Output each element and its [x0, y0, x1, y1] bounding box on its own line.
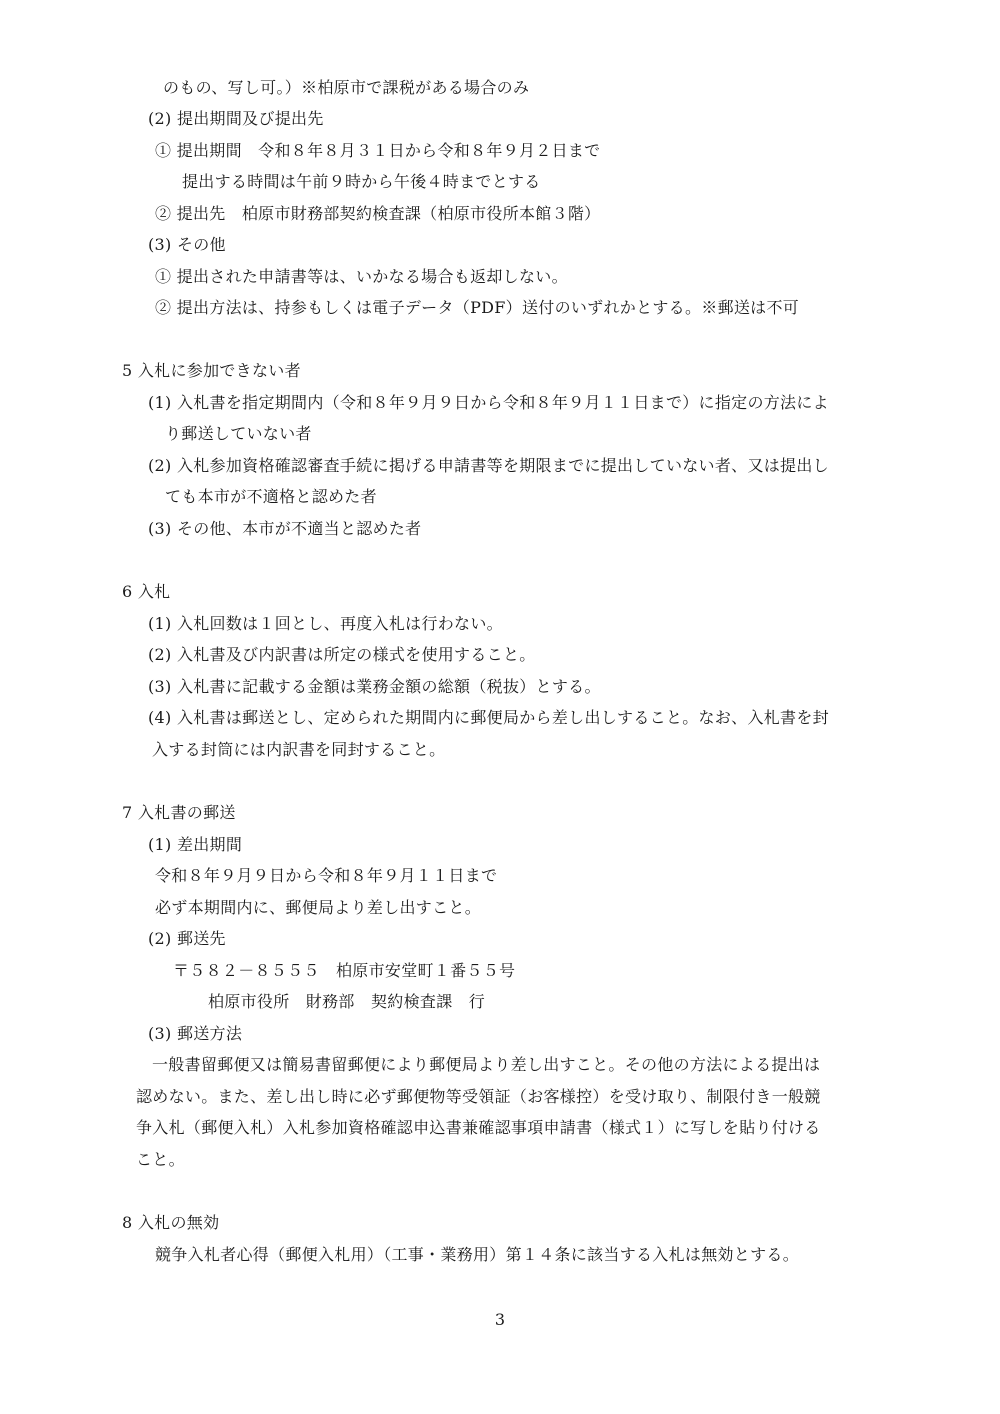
text-line: 6 入札: [122, 582, 171, 601]
text-line: (2) 入札参加資格確認審査手続に掲げる申請書等を期限までに提出していない者、又は提出し: [148, 456, 829, 475]
text-line: 〒５８２－８５５５ 柏原市安堂町１番５５号: [173, 961, 516, 980]
text-line: ① 提出された申請書等は、いかなる場合も返却しない。: [155, 267, 568, 286]
page-number: 3: [494, 1310, 506, 1329]
text-line: 争入札（郵便入札）入札参加資格確認申込書兼確認事項申請書（様式１）に写しを貼り付ける: [136, 1118, 821, 1137]
text-line: 7 入札書の郵送: [122, 803, 236, 822]
text-line: (3) その他: [148, 235, 226, 254]
text-line: ② 提出方法は、持参もしくは電子データ（PDF）送付のいずれかとする。※郵送は不可: [155, 298, 800, 317]
text-line: ても本市が不適格と認めた者: [165, 487, 377, 506]
text-line: 8 入札の無効: [122, 1213, 220, 1232]
text-line: (4) 入札書は郵送とし、定められた期間内に郵便局から差し出しすること。なお、入札書を封: [148, 708, 829, 727]
text-line: り郵送していない者: [165, 424, 312, 443]
text-line: ① 提出期間 令和８年８月３１日から令和８年９月２日まで: [155, 141, 601, 160]
text-line: 必ず本期間内に、郵便局より差し出すこと。: [155, 898, 482, 917]
text-line: のもの、写し可。）※柏原市で課税がある場合のみ: [163, 78, 530, 97]
text-line: (2) 提出期間及び提出先: [148, 109, 324, 128]
text-line: (1) 入札回数は１回とし、再度入札は行わない。: [148, 614, 503, 633]
text-line: 令和８年９月９日から令和８年９月１１日まで: [155, 866, 498, 885]
text-line: 柏原市役所 財務部 契約検査課 行: [208, 992, 486, 1011]
text-line: (3) 郵送方法: [148, 1024, 243, 1043]
text-line: こと。: [136, 1150, 185, 1169]
text-line: (1) 入札書を指定期間内（令和８年９月９日から令和８年９月１１日まで）に指定の方法によ: [148, 393, 829, 412]
text-line: (1) 差出期間: [148, 835, 243, 854]
text-line: 認めない。また、差し出し時に必ず郵便物等受領証（お客様控）を受け取り、制限付き一般競: [136, 1087, 821, 1106]
text-line: 一般書留郵便又は簡易書留郵便により郵便局より差し出すこと。その他の方法による提出は: [152, 1055, 821, 1074]
text-line: (3) 入札書に記載する金額は業務金額の総額（税抜）とする。: [148, 677, 601, 696]
text-line: 5 入札に参加できない者: [122, 361, 301, 380]
text-line: (3) その他、本市が不適当と認めた者: [148, 519, 422, 538]
text-line: 提出する時間は午前９時から午後４時までとする: [182, 172, 541, 191]
text-line: (2) 郵送先: [148, 929, 226, 948]
text-line: (2) 入札書及び内訳書は所定の様式を使用すること。: [148, 645, 536, 664]
text-line: 入する封筒には内訳書を同封すること。: [152, 740, 446, 759]
text-line: ② 提出先 柏原市財務部契約検査課（柏原市役所本館３階）: [155, 204, 601, 223]
text-line: 競争入札者心得（郵便入札用）（工事・業務用）第１４条に該当する入札は無効とする。: [155, 1245, 800, 1264]
